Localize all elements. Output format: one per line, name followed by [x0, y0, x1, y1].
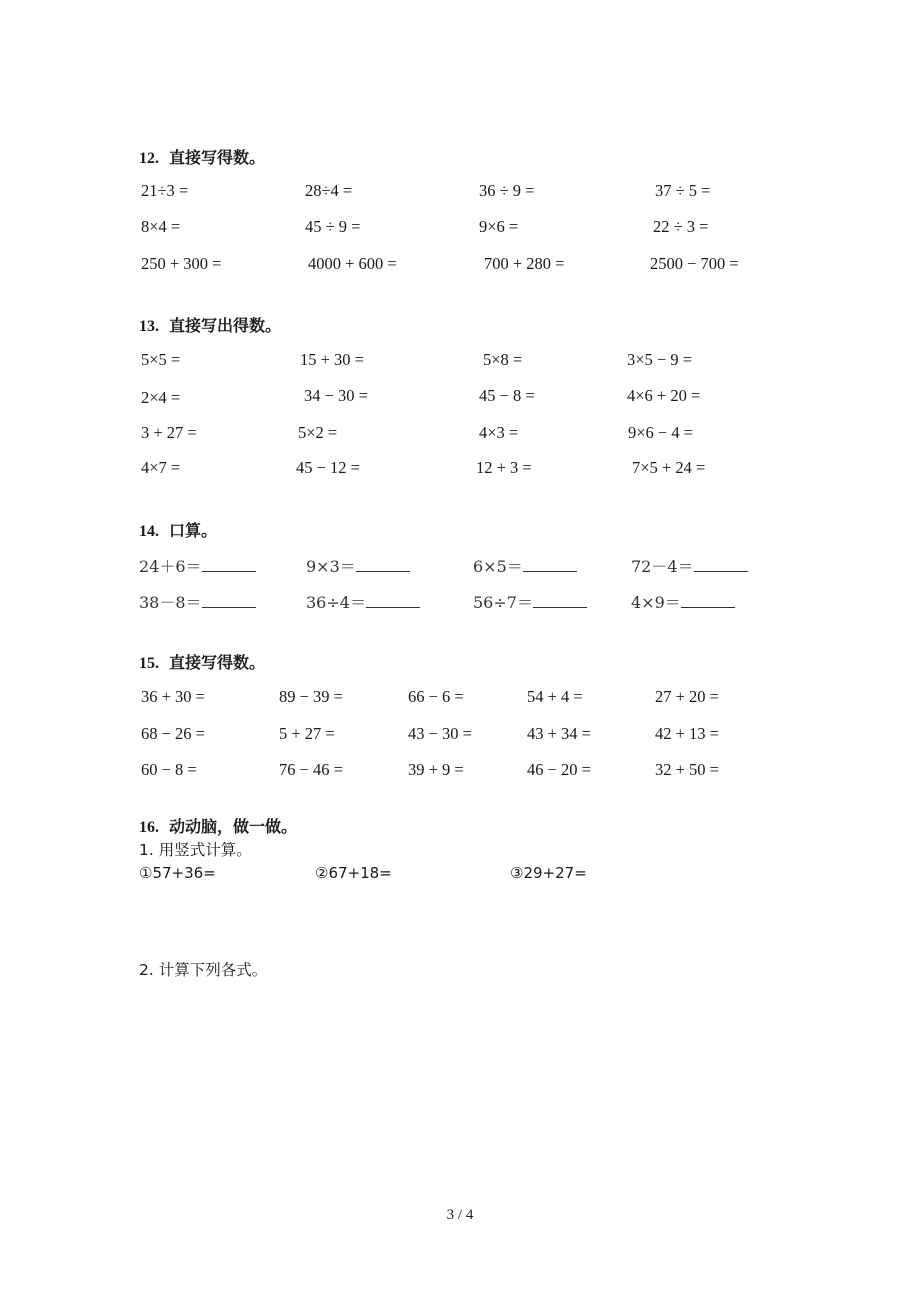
q13-item: 45 − 8 = — [479, 386, 535, 405]
q13-item: 5×8 = — [483, 350, 523, 369]
q13-item: 4×7 = — [141, 458, 181, 477]
q12-heading — [139, 145, 265, 168]
q16-title: 动动脑，做一做。 — [169, 817, 298, 836]
q13-title: 直接写出得数。 — [169, 316, 282, 335]
q13-item: 12 + 3 = — [476, 458, 532, 477]
q15-item: 39 + 9 = — [408, 760, 464, 779]
q13-item: 3×5 − 9 = — [627, 350, 693, 369]
q13-heading — [139, 313, 281, 336]
q14-number: 14. — [139, 523, 159, 540]
q12-item: 22 ÷ 3 = — [653, 217, 709, 236]
q12-item: 37 ÷ 5 = — [655, 181, 711, 200]
q13-item: 34 − 30 = — [304, 386, 368, 405]
q14-item: 72－4＝ — [631, 554, 748, 577]
q15-item: 54 + 4 = — [527, 687, 583, 706]
q14-item: 4×9＝ — [631, 590, 735, 613]
q12-item: 700 + 280 = — [484, 254, 565, 273]
q13-item: 5×2 = — [298, 423, 338, 442]
q12-item: 8×4 = — [141, 217, 181, 236]
answer-blank — [533, 595, 587, 608]
answer-blank — [681, 595, 735, 608]
q12-item: 9×6 = — [479, 217, 519, 236]
q13-item: 5×5 = — [141, 350, 181, 369]
q13-number: 13. — [139, 318, 159, 335]
q16-subtitle-1: 1. 用竖式计算。 — [139, 841, 252, 859]
q15-item: 36 + 30 = — [141, 687, 205, 706]
q12-item: 2500 − 700 = — [650, 254, 739, 273]
q14-item: 38－8＝ — [139, 590, 256, 613]
q12-item: 28÷4 = — [305, 181, 353, 200]
q15-item: 43 + 34 = — [527, 724, 591, 743]
q13-item: 3 + 27 = — [141, 423, 197, 442]
q15-item: 27 + 20 = — [655, 687, 719, 706]
q12-title: 直接写得数。 — [169, 148, 266, 167]
q13-item: 7×5 + 24 = — [632, 458, 706, 477]
q12-item: 21÷3 = — [141, 181, 189, 200]
q14-item: 9×3＝ — [306, 554, 410, 577]
q16-subtitle-2: 2. 计算下列各式。 — [139, 961, 268, 979]
q14-item: 6×5＝ — [473, 554, 577, 577]
q15-item: 68 − 26 = — [141, 724, 205, 743]
q15-item: 5 + 27 = — [279, 724, 335, 743]
q14-item: 36÷4＝ — [306, 590, 420, 613]
q12-item: 250 + 300 = — [141, 254, 222, 273]
q16-heading — [139, 814, 297, 837]
q14-item: 56÷7＝ — [473, 590, 587, 613]
q14-heading — [139, 518, 217, 541]
q15-item: 46 − 20 = — [527, 760, 591, 779]
vertical-problem: ③29+27= — [510, 864, 587, 882]
answer-blank — [202, 559, 256, 572]
q15-item: 43 − 30 = — [408, 724, 472, 743]
q15-item: 60 − 8 = — [141, 760, 197, 779]
page-number: 3 / 4 — [446, 1207, 474, 1223]
vertical-problem: ②67+18= — [315, 864, 392, 882]
q12-item: 4000 + 600 = — [308, 254, 397, 273]
q12-item: 36 ÷ 9 = — [479, 181, 535, 200]
q15-item: 32 + 50 = — [655, 760, 719, 779]
q13-item: 15 + 30 = — [300, 350, 364, 369]
q15-number: 15. — [139, 655, 159, 672]
q13-item: 4×3 = — [479, 423, 519, 442]
q15-item: 42 + 13 = — [655, 724, 719, 743]
q15-item: 66 − 6 = — [408, 687, 464, 706]
q15-item: 76 − 46 = — [279, 760, 343, 779]
answer-blank — [202, 595, 256, 608]
q16-number: 16. — [139, 819, 159, 836]
q13-item: 9×6 − 4 = — [628, 423, 694, 442]
answer-blank — [694, 559, 748, 572]
answer-blank — [356, 559, 410, 572]
q15-title: 直接写得数。 — [169, 653, 266, 672]
answer-blank — [523, 559, 577, 572]
q13-item: 2×4 = — [141, 388, 181, 407]
q12-item: 45 ÷ 9 = — [305, 217, 361, 236]
q14-title: 口算。 — [169, 521, 218, 540]
q13-item: 4×6 + 20 = — [627, 386, 701, 405]
q12-number: 12. — [139, 150, 159, 167]
q15-heading — [139, 650, 265, 673]
q14-item: 24＋6＝ — [139, 554, 256, 577]
vertical-problem: ①57+36= — [139, 864, 216, 882]
answer-blank — [366, 595, 420, 608]
q15-item: 89 − 39 = — [279, 687, 343, 706]
q13-item: 45 − 12 = — [296, 458, 360, 477]
